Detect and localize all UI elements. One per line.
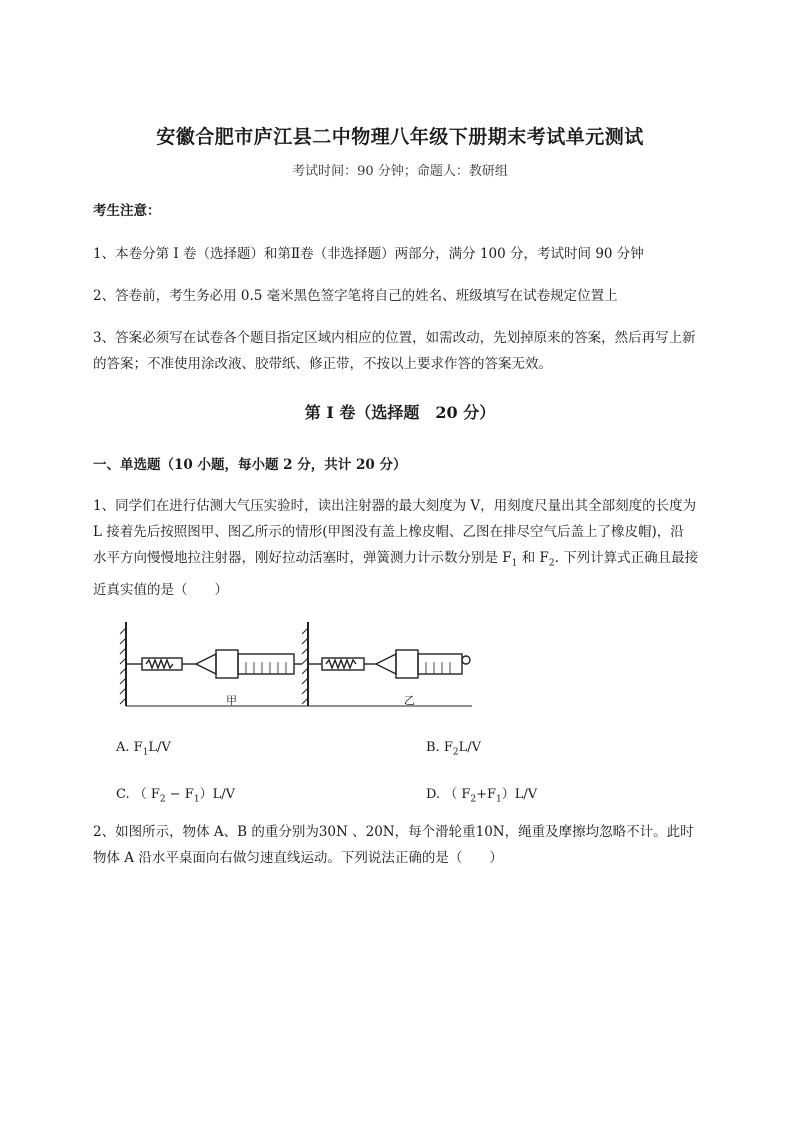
notice-heading: 考生注意：	[93, 203, 161, 219]
question-2	[93, 819, 753, 871]
section-title: 第 I 卷（选择题 20 分）	[304, 403, 496, 422]
q2-line1: 2、如图所示，物体 A、B 的重分别为30N 、20N，每个滑轮重10N，绳重及摩擦均忽略不计。此时	[93, 824, 694, 840]
q1-option-b[interactable]: B. $F_2L/V$	[426, 740, 481, 758]
q1-line3: 水平方向慢慢地拉注射器，刚好拉动活塞时，弹簧测力计示数分别是 $F_1$ 和 $F_2$. 下列计算式正确且最接	[93, 550, 699, 569]
figure-label-yi: 乙	[404, 694, 415, 707]
notice-item-1: 1、本卷分第 I 卷（选择题）和第Ⅱ卷（非选择题）两部分，满分 100 分，考试时间 90 分钟	[93, 246, 644, 262]
part-heading: 一、单选题（10 小题，每小题 2 分，共计 20 分）	[93, 457, 407, 473]
figure-label-jia: 甲	[226, 694, 237, 707]
question-1	[93, 493, 753, 603]
q1-line1: 1、同学们在进行估测大气压实验时，读出注射器的最大刻度为 V，用刻度尺量出其全部刻度的长度为	[93, 498, 697, 514]
notice-item-3-line2: 的答案；不准使用涂改液、胶带纸、修正带，不按以上要求作答的答案无效。	[93, 356, 552, 372]
q1-line4: 近真实值的是（ ）	[93, 581, 228, 598]
q1-option-c[interactable]: C. （ $F_2 - F_1)L/V$	[116, 787, 235, 805]
q1-option-a[interactable]: A. $F_1L/V$	[116, 740, 171, 758]
q1-line2: L 接着先后按照图甲、图乙所示的情形(甲图没有盖上橡皮帽、乙图在排尽空气后盖上了橡皮帽)，沿	[93, 524, 684, 540]
q2-line2: 物体 A 沿水平桌面向右做匀速直线运动。下列说法正确的是（ ）	[93, 850, 503, 866]
notice-item-3	[93, 325, 753, 377]
page-title: 安徽合肥市庐江县二中物理八年级下册期末考试单元测试	[156, 126, 644, 148]
exam-info: 考试时间：90 分钟；命题人：教研组	[292, 164, 508, 179]
notice-item-2: 2、答卷前，考生务必用 0.5 毫米黑色签字笔将自己的姓名、班级填写在试卷规定位置上	[93, 288, 618, 304]
syringe-figure	[118, 618, 474, 710]
q1-option-d[interactable]: D. （ $F_2+F_1)L/V$	[426, 787, 538, 805]
notice-item-3-line1: 3、答案必须写在试卷各个题目指定区域内相应的位置，如需改动，先划掉原来的答案，然后再写上新	[93, 330, 696, 346]
